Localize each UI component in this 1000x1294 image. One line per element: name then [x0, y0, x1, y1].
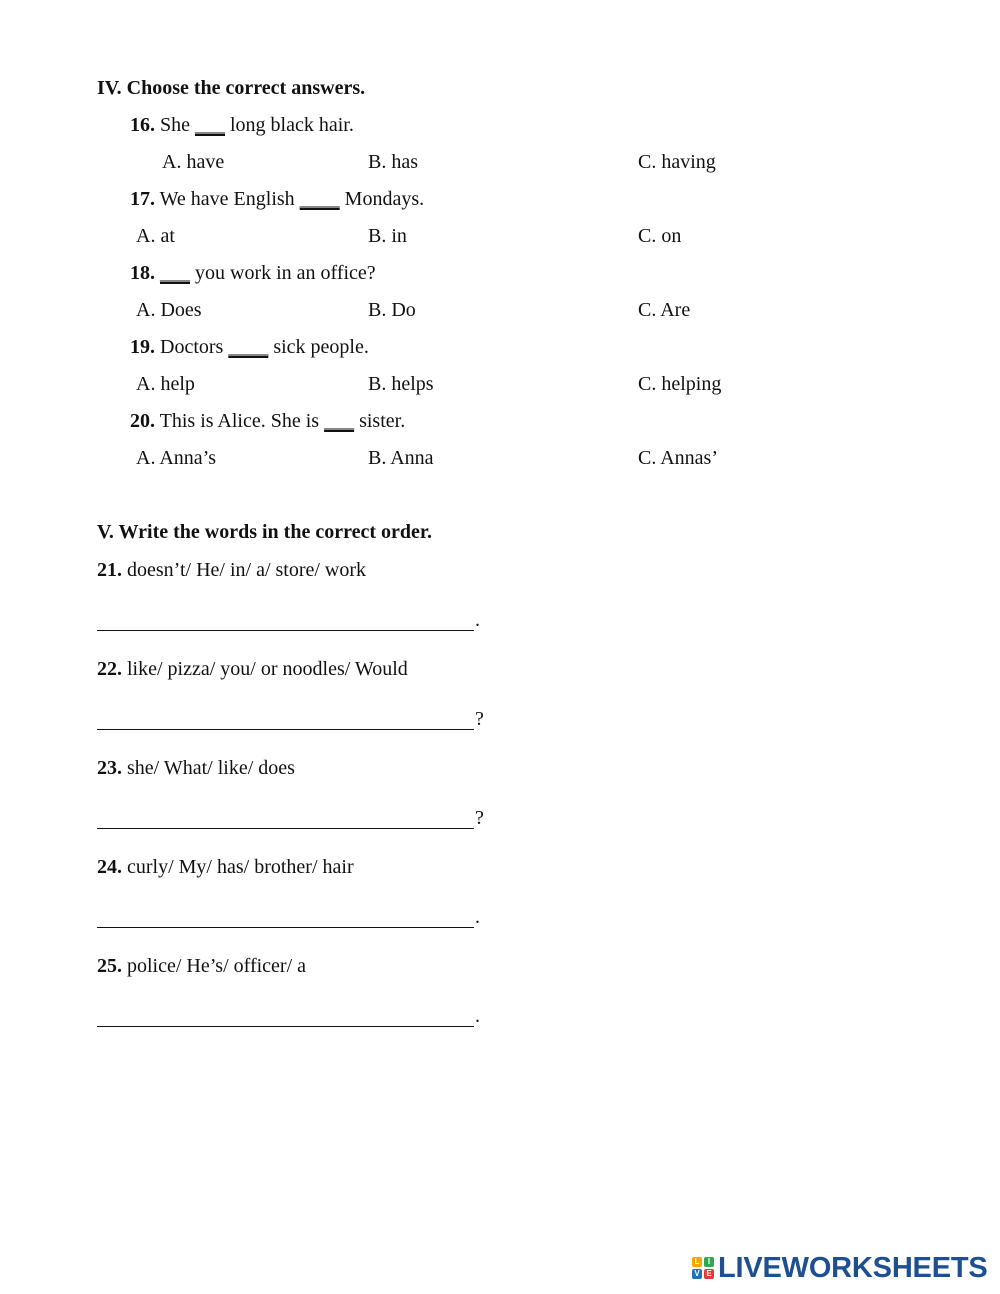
blank: ____ — [228, 336, 269, 358]
end-punctuation: . — [475, 1005, 480, 1027]
option-18-c[interactable]: C. Are — [638, 299, 691, 321]
question-21: 21. doesn’t/ He/ in/ a/ store/ work — [97, 559, 367, 581]
question-17: 17. We have English ____ Mondays. — [130, 188, 425, 210]
option-16-b[interactable]: B. has — [368, 151, 418, 173]
option-19-a[interactable]: A. help — [136, 373, 195, 395]
end-punctuation: . — [475, 609, 480, 631]
question-22: 22. like/ pizza/ you/ or noodles/ Would — [97, 658, 408, 680]
question-number: 18. — [130, 262, 155, 284]
option-16-c[interactable]: C. having — [638, 151, 716, 173]
question-24: 24. curly/ My/ has/ brother/ hair — [97, 856, 354, 878]
question-23: 23. she/ What/ like/ does — [97, 757, 295, 779]
answer-23-input[interactable] — [97, 804, 474, 829]
option-19-c[interactable]: C. helping — [638, 373, 722, 395]
logo-mark-icon — [692, 1257, 714, 1279]
option-17-c[interactable]: C. on — [638, 225, 682, 247]
logo-mark-cell: V — [692, 1269, 702, 1279]
question-18: 18. ___ you work in an office? — [130, 262, 376, 284]
question-19: 19. Doctors ____ sick people. — [130, 336, 369, 358]
question-number: 23. — [97, 757, 122, 779]
answer-25-input[interactable] — [97, 1002, 474, 1027]
question-number: 17. — [130, 188, 155, 210]
option-17-a[interactable]: A. at — [136, 225, 175, 247]
blank: ___ — [324, 410, 355, 432]
logo-mark-cell: I — [704, 1257, 714, 1267]
question-20: 20. This is Alice. She is ___ sister. — [130, 410, 406, 432]
end-punctuation: ? — [475, 708, 484, 730]
question-16: 16. She ___ long black hair. — [130, 114, 354, 136]
liveworksheets-logo — [692, 1252, 988, 1284]
blank: ____ — [299, 188, 340, 210]
option-20-a[interactable]: A. Anna’s — [136, 447, 216, 469]
option-16-a[interactable]: A. have — [162, 151, 225, 173]
question-number: 16. — [130, 114, 155, 136]
question-number: 25. — [97, 955, 122, 977]
blank: ___ — [195, 114, 225, 136]
answer-21-input[interactable] — [97, 606, 474, 631]
question-number: 20. — [130, 410, 155, 432]
option-19-b[interactable]: B. helps — [368, 373, 434, 395]
option-20-b[interactable]: B. Anna — [368, 447, 434, 469]
end-punctuation: ? — [475, 807, 484, 829]
question-25: 25. police/ He’s/ officer/ a — [97, 955, 307, 977]
option-17-b[interactable]: B. in — [368, 225, 407, 247]
option-18-a[interactable]: A. Does — [136, 299, 202, 321]
end-punctuation: . — [475, 906, 480, 928]
logo-mark-cell: L — [692, 1257, 702, 1267]
blank: ___ — [160, 262, 190, 284]
logo-mark-cell: E — [704, 1269, 714, 1279]
question-number: 24. — [97, 856, 122, 878]
answer-22-input[interactable] — [97, 705, 474, 730]
logo-text: LIVEWORKSHEETS — [718, 1251, 988, 1284]
question-number: 21. — [97, 559, 122, 581]
answer-24-input[interactable] — [97, 903, 474, 928]
section-iv-heading: IV. Choose the correct answers. — [97, 77, 366, 99]
section-v-heading: V. Write the words in the correct order. — [97, 521, 432, 543]
option-20-c[interactable]: C. Annas’ — [638, 447, 718, 469]
question-number: 22. — [97, 658, 122, 680]
option-18-b[interactable]: B. Do — [368, 299, 416, 321]
question-number: 19. — [130, 336, 155, 358]
